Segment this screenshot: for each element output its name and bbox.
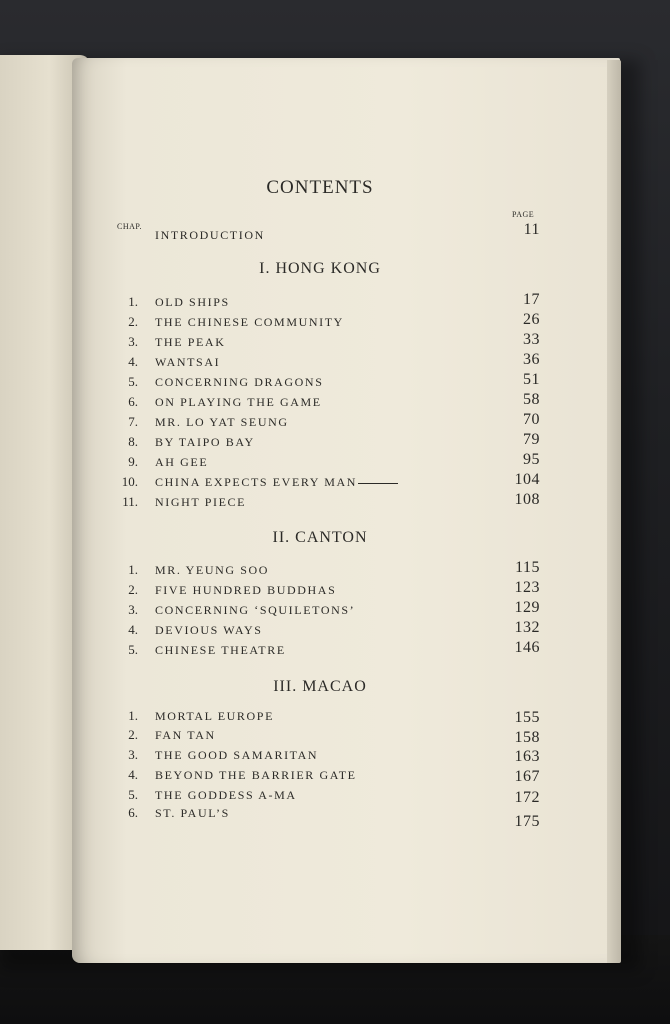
toc-entry-page: 51 <box>523 371 540 388</box>
toc-entry <box>0 559 640 582</box>
toc-entry <box>0 708 640 728</box>
toc-entry-page: 95 <box>523 451 540 468</box>
toc-entry-title: MORTAL EUROPE <box>155 709 275 723</box>
toc-entry-title: THE GOOD SAMARITAN <box>155 748 319 762</box>
toc-entry-page: 115 <box>515 559 540 576</box>
toc-entry-number: 1. <box>128 562 138 577</box>
toc-entry-number: 7. <box>128 414 138 429</box>
toc-entry-page: 58 <box>523 391 540 408</box>
toc-entry-title: INTRODUCTION <box>155 228 265 242</box>
toc-entry <box>0 371 640 394</box>
toc-entry-page: 108 <box>514 491 540 508</box>
toc-entry <box>0 291 640 314</box>
section-heading-canton: II. CANTON <box>272 529 368 546</box>
toc-entry-page: 129 <box>514 599 540 616</box>
toc-entry-page: 146 <box>514 639 540 656</box>
toc-entry-number: 1. <box>128 294 138 309</box>
toc-entry-number: 2. <box>128 314 138 329</box>
toc-entry <box>0 747 640 767</box>
toc-entry-page: 17 <box>523 291 540 308</box>
toc-entry <box>0 391 640 414</box>
toc-entry <box>0 805 640 830</box>
toc-entry <box>0 639 640 662</box>
toc-entry-page: 104 <box>514 471 540 488</box>
toc-entry-title: ON PLAYING THE GAME <box>155 395 322 409</box>
toc-entry-page: 36 <box>523 351 540 368</box>
toc-entry-title: CHINA EXPECTS EVERY MAN <box>155 475 358 489</box>
toc-entry-page: 33 <box>523 331 540 348</box>
toc-entry-title: FAN TAN <box>155 728 216 742</box>
toc-entry-title: OLD SHIPS <box>155 295 230 309</box>
toc-entry-title: THE PEAK <box>155 335 226 349</box>
toc-entry-number: 3. <box>128 334 138 349</box>
toc-entry-title: AH GEE <box>155 455 209 469</box>
toc-entry-page: 11 <box>523 221 540 238</box>
page-label: PAGE <box>512 210 535 219</box>
toc-entry-page: 167 <box>514 768 540 785</box>
toc-entry-title: DEVIOUS WAYS <box>155 623 263 637</box>
toc-entry <box>0 311 640 334</box>
toc-entry-number: 6. <box>128 394 138 409</box>
toc-entry <box>0 767 640 787</box>
toc-entry-page: 163 <box>514 748 540 765</box>
toc-entry-page: 79 <box>523 431 540 448</box>
toc-entry <box>0 599 640 622</box>
toc-entry-page: 172 <box>514 789 540 806</box>
toc-entry-number: 5. <box>128 374 138 389</box>
toc-entry-page: 175 <box>514 813 540 830</box>
toc-entry-title: ST. PAUL’S <box>155 806 230 820</box>
toc-entry-title: CONCERNING ‘SQUILETONS’ <box>155 603 356 617</box>
toc-entry-number: 4. <box>128 767 138 782</box>
page-title: CONTENTS <box>266 177 374 198</box>
toc-entry-number: 10. <box>121 474 138 489</box>
toc-entry <box>0 431 640 454</box>
chap-label: CHAP. <box>117 222 142 231</box>
toc-entry-number: 11. <box>122 494 138 509</box>
section-heading-macao: III. MACAO <box>273 678 367 695</box>
toc-entry-title: FIVE HUNDRED BUDDHAS <box>155 583 337 597</box>
toc-entry-title: MR. LO YAT SEUNG <box>155 415 289 429</box>
toc-entry-page: 26 <box>523 311 540 328</box>
toc-entry <box>0 787 640 807</box>
toc-entry-title: WANTSAI <box>155 355 221 369</box>
toc-entry-title: BEYOND THE BARRIER GATE <box>155 768 357 782</box>
toc-entry-number: 9. <box>128 454 138 469</box>
toc-entry-title-wrap <box>155 475 398 490</box>
toc-entry-number: 3. <box>128 747 138 762</box>
section-heading-hong-kong: I. HONG KONG <box>259 260 381 277</box>
toc-entry-number: 8. <box>128 434 138 449</box>
toc-entry-number: 4. <box>128 354 138 369</box>
toc-entry-number: 4. <box>128 622 138 637</box>
toc-entry <box>0 471 640 494</box>
em-dash-rule <box>358 483 398 484</box>
toc-entry-title: THE GODDESS A-MA <box>155 788 297 802</box>
toc-entry-number: 5. <box>128 642 138 657</box>
toc-entry-number: 6. <box>128 805 138 820</box>
toc-entry <box>0 351 640 374</box>
toc-entry-page: 155 <box>514 709 540 726</box>
toc-entry-page: 70 <box>523 411 540 428</box>
toc-entry <box>0 491 640 514</box>
toc-entry <box>0 727 640 747</box>
toc-entry-title: CONCERNING DRAGONS <box>155 375 324 389</box>
toc-entry-page: 123 <box>514 579 540 596</box>
toc-entry-title: CHINESE THEATRE <box>155 643 286 657</box>
toc-entry-page: 132 <box>514 619 540 636</box>
toc-entry-title: NIGHT PIECE <box>155 495 247 509</box>
toc-entry-number: 3. <box>128 602 138 617</box>
toc-entry <box>0 331 640 354</box>
toc-entry-page: 158 <box>514 729 540 746</box>
toc-entry-title: THE CHINESE COMMUNITY <box>155 315 344 329</box>
toc-entry-title: BY TAIPO BAY <box>155 435 255 449</box>
toc-entry-title: MR. YEUNG SOO <box>155 563 270 577</box>
toc-entry <box>0 579 640 602</box>
toc-entry-number: 2. <box>128 582 138 597</box>
toc-entry-number: 5. <box>128 787 138 802</box>
toc-entry <box>0 451 640 474</box>
toc-entry <box>0 411 640 434</box>
toc-entry-number: 2. <box>128 727 138 742</box>
toc-entry-number: 1. <box>128 708 138 723</box>
toc-entry <box>0 619 640 642</box>
